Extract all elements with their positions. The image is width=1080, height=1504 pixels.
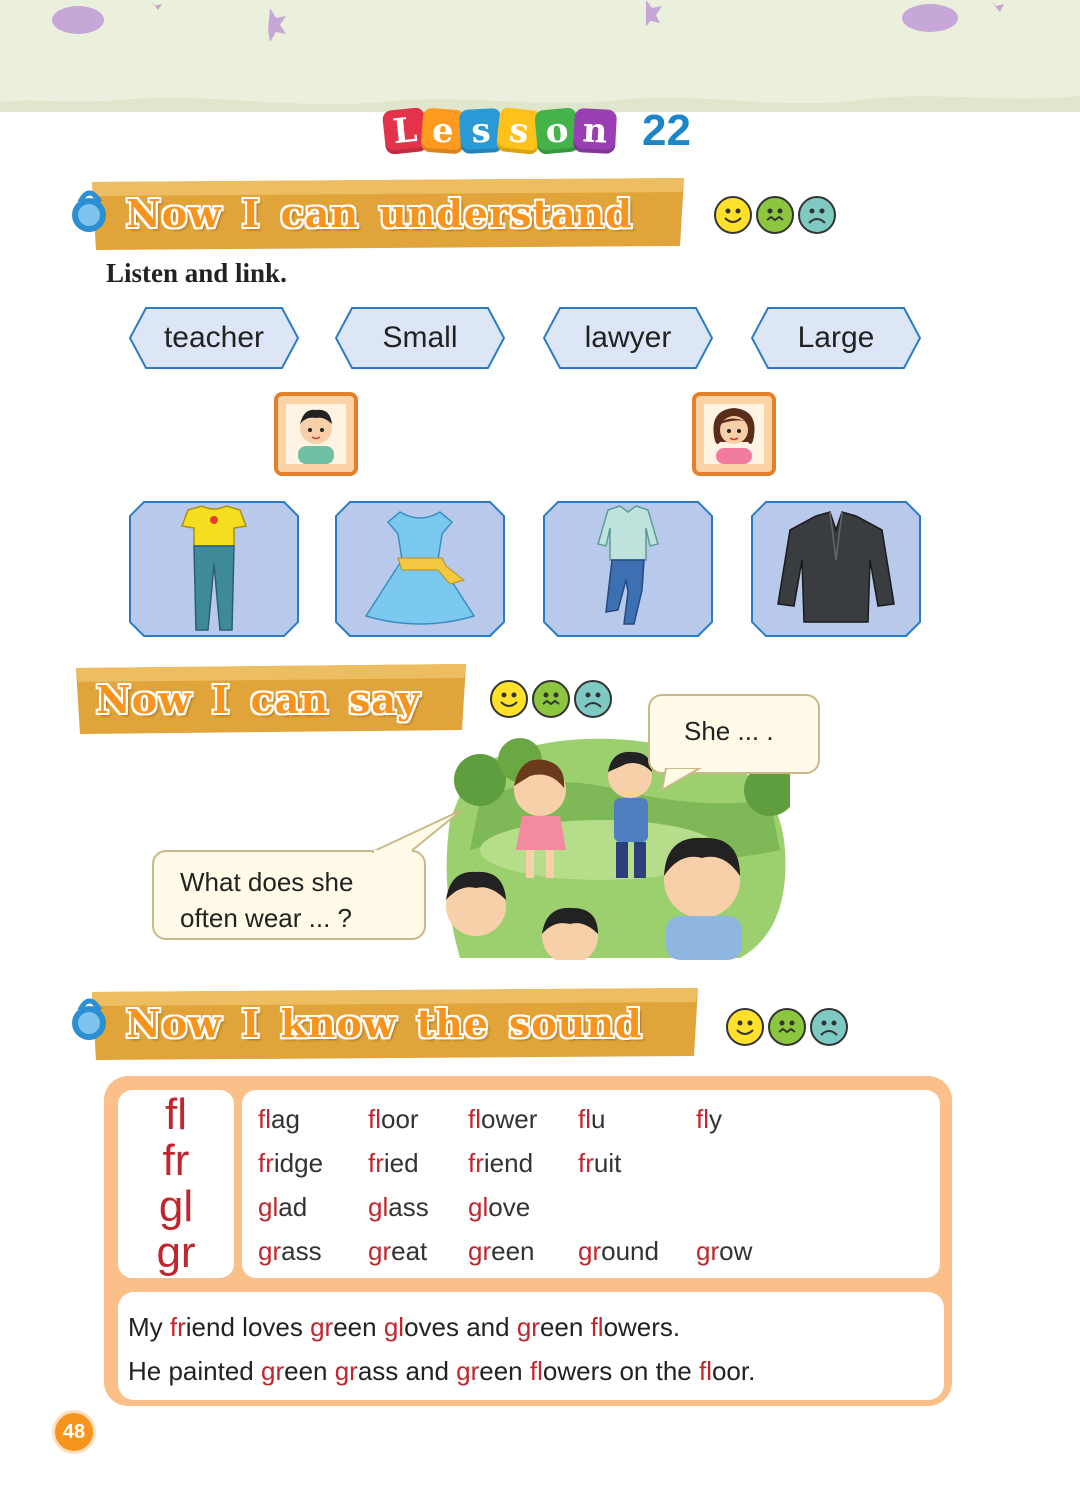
- word-card[interactable]: [334, 306, 506, 370]
- blend-highlight: gr: [260, 1356, 285, 1386]
- speech-bubble-tail: [660, 766, 730, 792]
- word-card-label: teacher: [163, 321, 265, 354]
- self-assessment-faces: [726, 1008, 848, 1046]
- word-rest: ove: [488, 1192, 531, 1222]
- lesson-letter: o: [534, 107, 580, 154]
- girl-avatar-icon[interactable]: [692, 392, 776, 476]
- phonics-word: [368, 1148, 419, 1179]
- blend-highlight: fl: [468, 1104, 481, 1134]
- speech-bubble-text: often wear ... ?: [180, 903, 352, 933]
- word-rest: y: [709, 1104, 722, 1134]
- banner-word: Now: [126, 190, 222, 236]
- word-card[interactable]: [542, 306, 714, 370]
- banner-word: the: [416, 1000, 489, 1046]
- blend-highlight: gr: [310, 1312, 334, 1342]
- happy-face-icon[interactable]: [726, 1008, 764, 1046]
- word-rest: uit: [593, 1148, 622, 1178]
- sentence-text: een: [284, 1356, 335, 1386]
- lesson-letter: s: [496, 107, 542, 155]
- sad-face-icon[interactable]: [574, 680, 612, 718]
- word-rest: oor: [381, 1104, 419, 1134]
- phonics-word: [696, 1236, 752, 1267]
- word-card-label: lawyer: [584, 321, 672, 354]
- example-sentence: [128, 1356, 755, 1387]
- sentence-text: My: [128, 1312, 170, 1342]
- phonics-word: [368, 1236, 427, 1267]
- blend-highlight: fl: [696, 1104, 709, 1134]
- sentence-text: He painted: [128, 1356, 261, 1386]
- phonics-word: [258, 1148, 323, 1179]
- blend-label: gl: [158, 1182, 194, 1231]
- banner-word: understand: [378, 190, 633, 236]
- word-card-label: Small: [382, 321, 458, 354]
- word-grid: [242, 1090, 940, 1278]
- word-rest: ower: [481, 1104, 538, 1134]
- blend-highlight: fr: [258, 1148, 274, 1178]
- word-rest: iend: [483, 1148, 534, 1178]
- blend-highlight: fl: [258, 1104, 271, 1134]
- blend-highlight: fl: [529, 1356, 543, 1386]
- page-number: 48: [52, 1410, 96, 1454]
- banner-word: Now: [126, 1000, 222, 1046]
- sentence-text: oves and: [404, 1312, 517, 1342]
- banner-word: sound: [508, 1000, 643, 1046]
- blue-dress-icon[interactable]: [334, 500, 506, 638]
- blend-highlight: fr: [169, 1312, 186, 1342]
- phonics-word: [468, 1192, 530, 1223]
- neutral-face-icon[interactable]: [532, 680, 570, 718]
- blend-highlight: gr: [578, 1236, 602, 1266]
- phonics-word: [468, 1104, 537, 1135]
- blend-highlight: fl: [578, 1104, 591, 1134]
- sentence-text: owers.: [603, 1312, 681, 1342]
- blend-highlight: fl: [368, 1104, 381, 1134]
- blend-label: fl: [165, 1090, 187, 1139]
- sad-face-icon[interactable]: [798, 196, 836, 234]
- phonics-word: [578, 1148, 621, 1179]
- happy-face-icon[interactable]: [714, 196, 752, 234]
- self-assessment-faces: [714, 196, 836, 234]
- word-card-label: Large: [797, 321, 875, 354]
- section-sound-banner: [72, 988, 704, 1058]
- word-rest: ad: [278, 1192, 308, 1222]
- lesson-letter: e: [421, 108, 466, 155]
- tshirt-and-jeans-icon[interactable]: [128, 500, 300, 638]
- banner-word: I: [211, 676, 231, 722]
- banner-word: I: [241, 190, 261, 236]
- sentence-text: owers on the: [542, 1356, 699, 1386]
- word-rest: ag: [271, 1104, 300, 1134]
- sentence-text: een: [479, 1356, 530, 1386]
- sentence-text: ass and: [357, 1356, 457, 1386]
- phonics-word: [368, 1192, 429, 1223]
- word-rest: u: [591, 1104, 606, 1134]
- phonics-word: [578, 1236, 659, 1267]
- word-rest: een: [491, 1236, 535, 1266]
- phonics-word: [696, 1104, 722, 1135]
- banner-word: can: [280, 190, 359, 236]
- blend-highlight: fr: [578, 1148, 594, 1178]
- speech-bubble-question: [152, 850, 426, 940]
- word-rest: ass: [388, 1192, 429, 1222]
- shirt-and-trousers-icon[interactable]: [542, 500, 714, 638]
- speech-bubble-text: What does she: [180, 867, 354, 897]
- boy-avatar-icon[interactable]: [274, 392, 358, 476]
- phonics-word: [468, 1236, 535, 1267]
- blend-highlight: gr: [258, 1236, 282, 1266]
- lesson-letter: n: [573, 108, 617, 154]
- blend-column: [118, 1090, 234, 1278]
- section-understand-banner: [72, 178, 692, 248]
- word-card[interactable]: [750, 306, 922, 370]
- banner-word: Now: [96, 676, 192, 722]
- phonics-word: [258, 1236, 322, 1267]
- blend-highlight: gr: [516, 1312, 540, 1342]
- neutral-face-icon[interactable]: [756, 196, 794, 234]
- blend-label: fr: [162, 1136, 190, 1185]
- word-rest: ass: [281, 1236, 322, 1266]
- blend-highlight: gl: [383, 1312, 405, 1342]
- blend-highlight: fr: [468, 1148, 484, 1178]
- word-rest: ow: [719, 1236, 753, 1266]
- phonics-word: [468, 1148, 533, 1179]
- blend-highlight: gr: [334, 1356, 358, 1386]
- blend-highlight: gl: [468, 1192, 489, 1222]
- banner-word: say: [348, 676, 421, 722]
- example-sentence: [128, 1312, 680, 1343]
- blend-highlight: gr: [456, 1356, 480, 1386]
- blend-highlight: gl: [368, 1192, 389, 1222]
- phonics-word: [258, 1192, 307, 1223]
- banner-word: can: [250, 676, 329, 722]
- speech-bubble-tail: [370, 808, 466, 854]
- sentence-text: een: [333, 1312, 384, 1342]
- sentence-text: een: [539, 1312, 591, 1342]
- sentence-text: iend loves: [185, 1312, 311, 1342]
- instruction-text: Listen and link.: [106, 258, 287, 288]
- banner-word: I: [241, 1000, 261, 1046]
- lesson-number: 22: [642, 106, 691, 155]
- word-rest: ound: [601, 1236, 659, 1266]
- blend-highlight: fr: [368, 1148, 384, 1178]
- phonics-word: [368, 1104, 419, 1135]
- sentence-text: oor.: [711, 1356, 756, 1386]
- blend-highlight: fl: [698, 1356, 712, 1386]
- lesson-letter: L: [382, 107, 428, 155]
- neutral-face-icon[interactable]: [768, 1008, 806, 1046]
- black-jacket-icon[interactable]: [750, 500, 922, 638]
- phonics-word: [258, 1104, 300, 1135]
- blend-highlight: fl: [590, 1312, 604, 1342]
- banner-word: know: [280, 1000, 397, 1046]
- blend-highlight: gr: [468, 1236, 492, 1266]
- speech-bubble-she: [648, 694, 820, 774]
- word-card[interactable]: [128, 306, 300, 370]
- blend-highlight: gr: [696, 1236, 720, 1266]
- blend-label: gr: [156, 1228, 196, 1277]
- lesson-title: [384, 100, 691, 162]
- self-assessment-faces: [490, 680, 612, 718]
- blend-highlight: gl: [258, 1192, 279, 1222]
- lesson-letter: s: [459, 108, 503, 154]
- top-decoration: [0, 0, 1080, 112]
- blend-highlight: gr: [368, 1236, 392, 1266]
- phonics-word: [578, 1104, 605, 1135]
- word-rest: ied: [383, 1148, 419, 1178]
- word-rest: eat: [391, 1236, 428, 1266]
- happy-face-icon[interactable]: [490, 680, 528, 718]
- section-say-banner: [72, 664, 472, 734]
- sad-face-icon[interactable]: [810, 1008, 848, 1046]
- speech-bubble-text: She ... .: [684, 716, 774, 746]
- word-rest: idge: [273, 1148, 324, 1178]
